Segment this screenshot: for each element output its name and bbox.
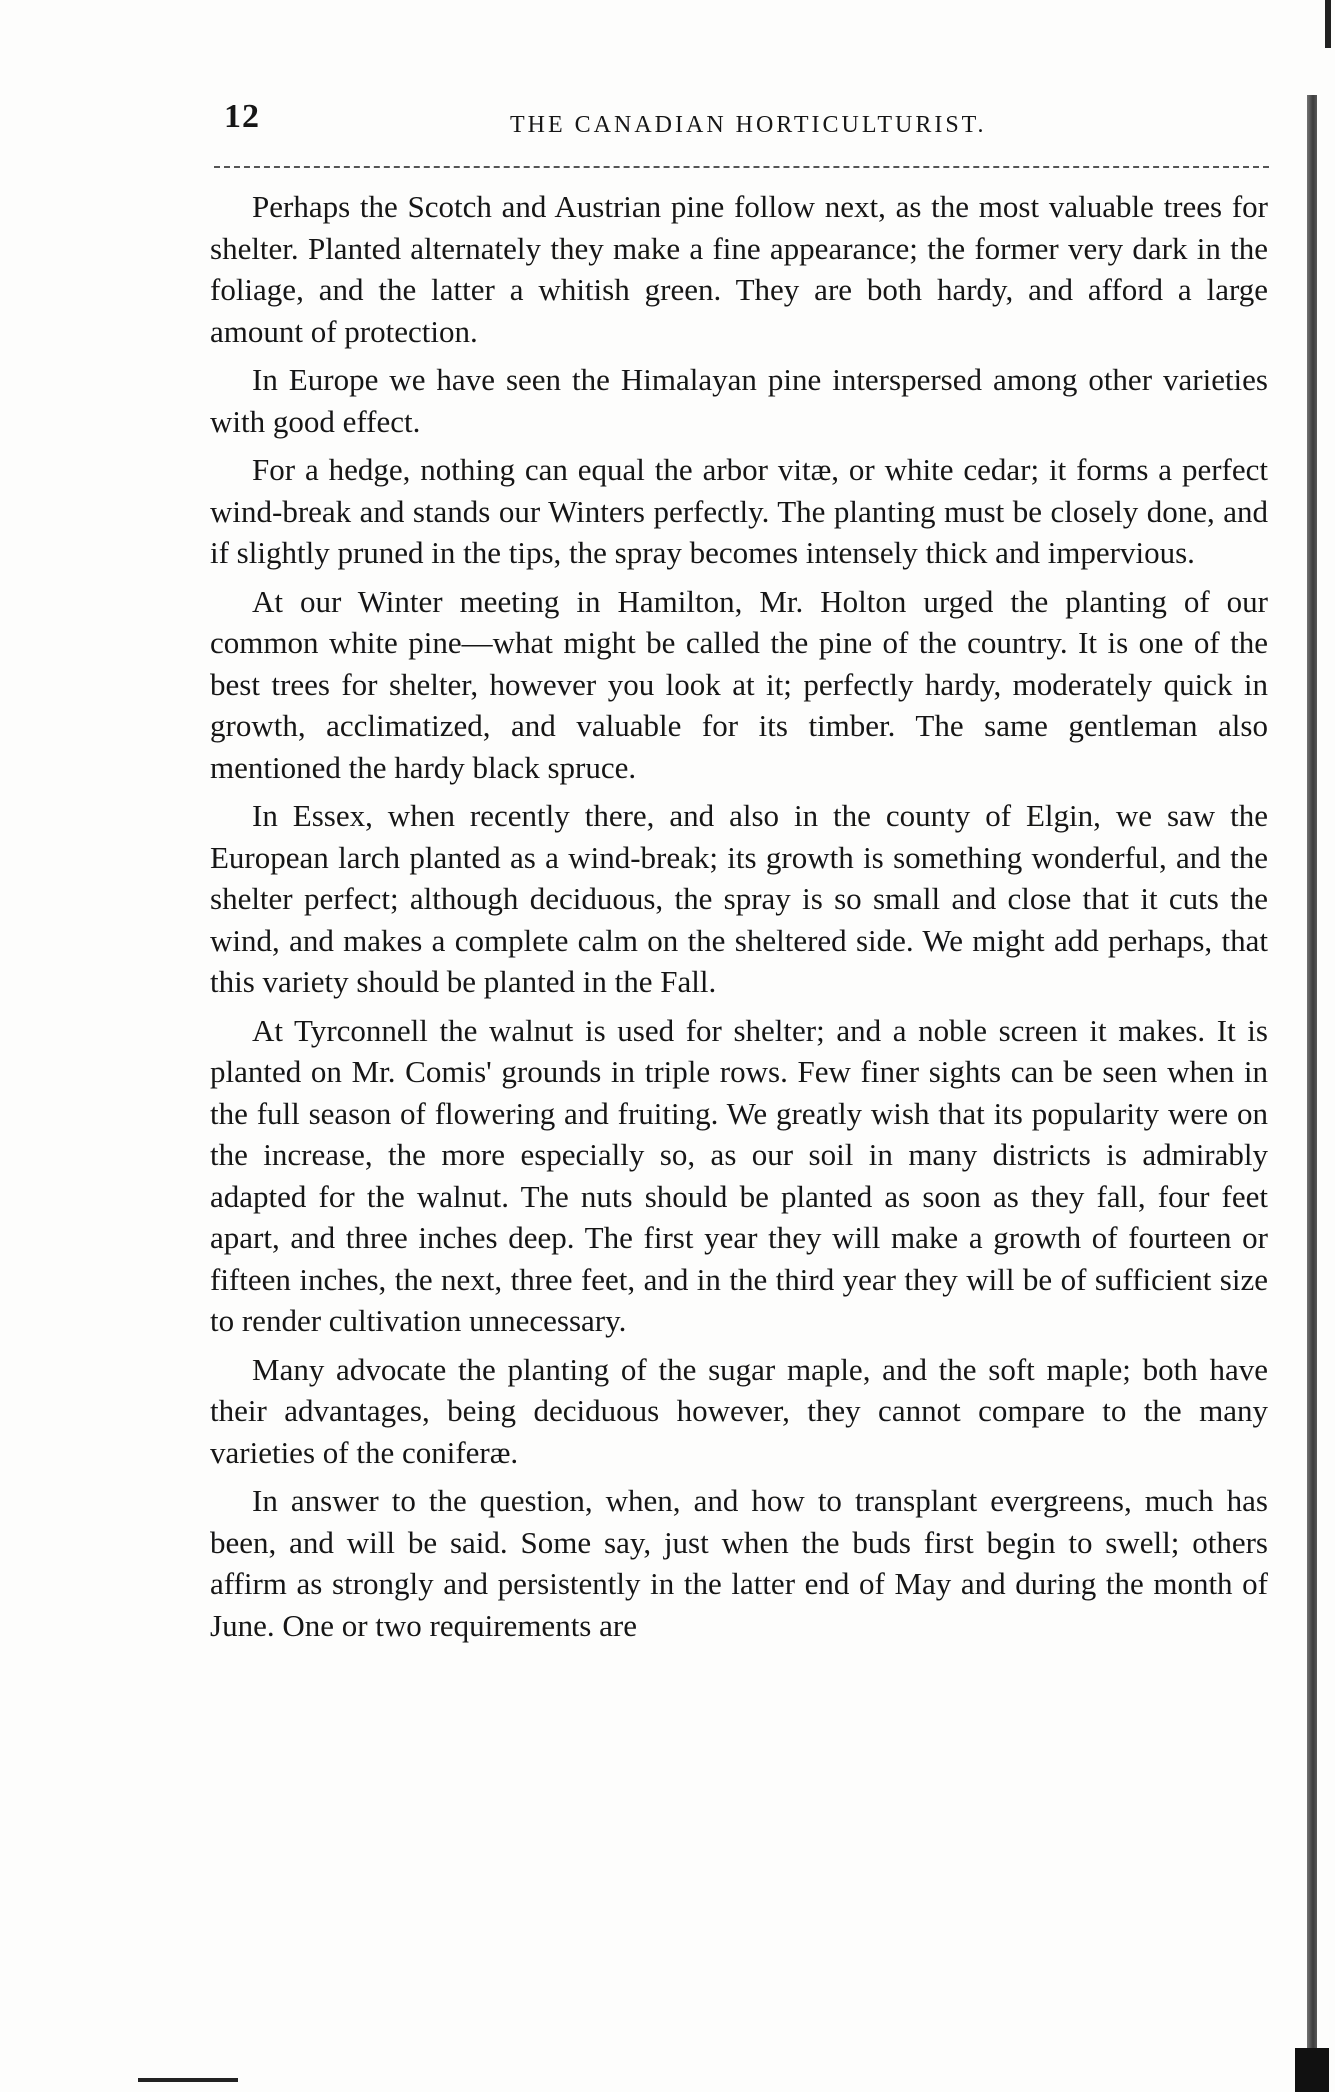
- body-text: [210, 186, 1268, 1653]
- paragraph-european-larch: In Essex, when recently there, and also in the county of Elgin, we saw the European larch planted as a wind-break; its growth is something wonderful, and the shelter perfect; although deciduous, the spray is so small and close that it cuts the wind, and makes a complete calm on the sheltered side. We might add perhaps, that this variety should be planted in the Fall.: [210, 798, 1268, 999]
- book-binding-edge: [1307, 95, 1317, 2085]
- scan-bottom-edge-mark: [138, 2078, 238, 2082]
- page-number: 12: [224, 98, 260, 135]
- scan-top-edge-mark: [1325, 0, 1331, 48]
- paragraph-scotch-austrian-pine: Perhaps the Scotch and Austrian pine follow next, as the most valuable trees for shelter. Planted alternately they make a fine appearance; the former very dark in the foliage, and the latter a whitish green. They are both hardy, and afford a large amount of protection.: [210, 189, 1268, 349]
- paragraph-transplanting: In answer to the question, when, and how to transplant evergreens, much has been, and will be said. Some say, just when the buds first begin to swell; others affirm as strongly and persistently in the latter end of May and during the month of June. One or two requirements are: [210, 1483, 1268, 1643]
- running-title: THE CANADIAN HORTICULTURIST.: [510, 112, 987, 138]
- paragraph-himalayan-pine: In Europe we have seen the Himalayan pine interspersed among other varieties with good effect.: [210, 362, 1268, 439]
- paragraph-white-pine: At our Winter meeting in Hamilton, Mr. Holton urged the planting of our common white pine—what might be called the pine of the country. It is one of the best trees for shelter, however you look at it; perfectly hardy, moderately quick in growth, acclimatized, and valuable for its timber. The same gentleman also mentioned the hardy black spruce.: [210, 583, 1268, 785]
- paragraph-maple: Many advocate the planting of the sugar maple, and the soft maple; both have their advantages, being deciduous however, they cannot compare to the many varieties of the coniferæ.: [210, 1351, 1268, 1470]
- book-binding-corner: [1295, 2048, 1329, 2092]
- header-rule: [214, 166, 1269, 168]
- page-header: [220, 98, 1270, 148]
- paragraph-hedge-arbor-vitae: For a hedge, nothing can equal the arbor vitæ, or white cedar; it forms a perfect wind-break and stands our Winters perfectly. The planting must be closely done, and if slightly pruned in the tips, the spray becomes intensely thick and impervious.: [210, 452, 1268, 570]
- paragraph-walnut: At Tyrconnell the walnut is used for shelter; and a noble screen it makes. It is planted on Mr. Comis' grounds in triple rows. Few finer sights can be seen when in the full season of flowering and fruiting. We greatly wish that its popularity were on the increase, the more especially so, as our soil in many districts is admirably adapted for the walnut. The nuts should be planted as soon as they fall, four feet apart, and three inches deep. The first year they will make a growth of fourteen or fifteen inches, the next, three feet, and in the third year they will be of sufficient size to render cultivation unnecessary.: [210, 1012, 1268, 1338]
